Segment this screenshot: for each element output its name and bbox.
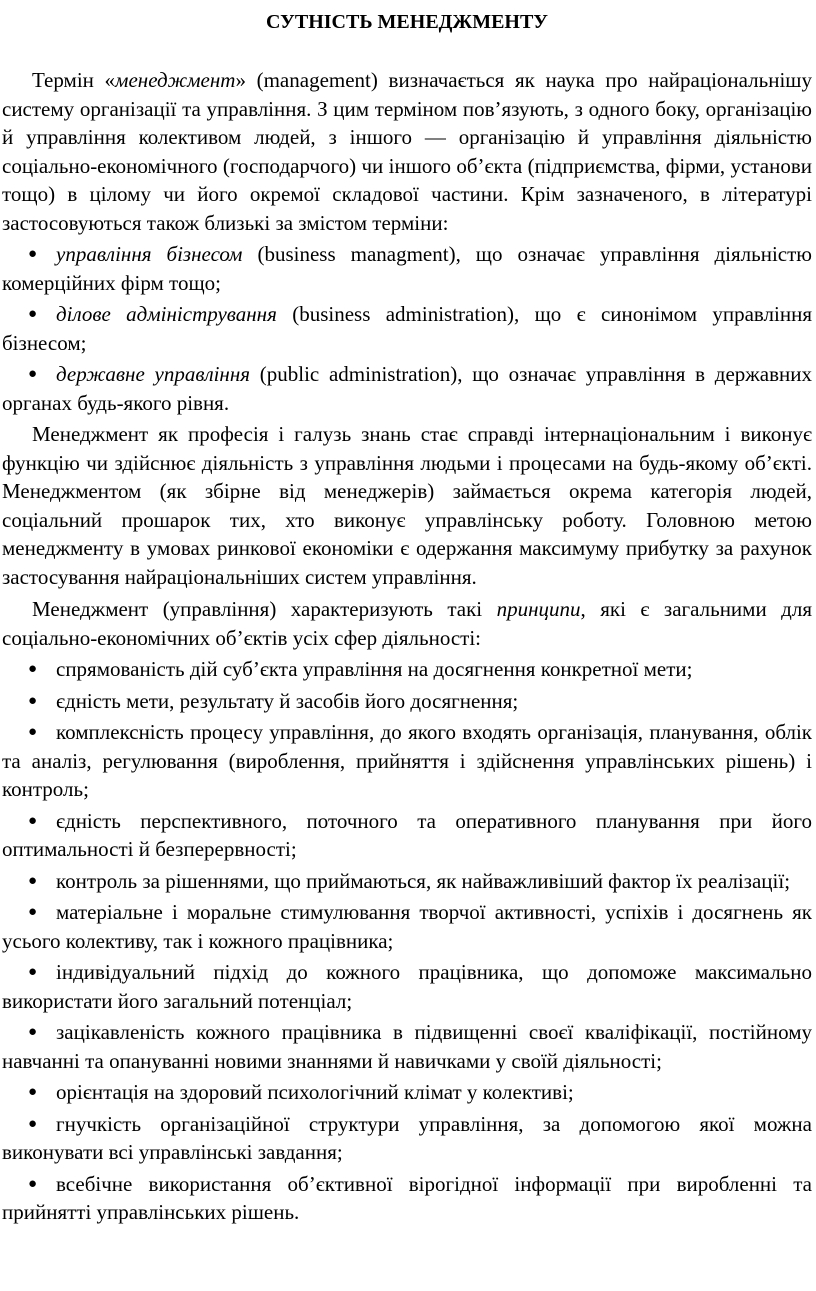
- principle-text: орієнтація на здоровий психологічний клімат у колективі;: [56, 1080, 574, 1104]
- list-item: [2, 807, 812, 864]
- bullet-icon: ●: [28, 1175, 38, 1192]
- intro-after: » (management) визначається як наука про найраціональнішу систему організації та управління. З цим терміном пов’язують, з одного боку, організацію й управління колективом людей, з іншого — організацію й управління діяльністю соціально-економічного (господарчого) чи іншого об’єкта (підприємства, фірми, установи тощо) в цілому чи його окремої складової частини. Крім зазначеного, в літературі застосовуються також близькі за змістом терміни:: [2, 68, 812, 235]
- list-item: [2, 898, 812, 955]
- bullet-icon: ●: [28, 246, 38, 262]
- intro-before: Термін «: [32, 68, 116, 92]
- terms-list: [2, 240, 812, 417]
- principle-text: єдність перспективного, поточного та оперативного планування при його оптимальності й безперервності;: [2, 808, 812, 861]
- list-item: [2, 867, 812, 896]
- principle-text: спрямованість дій суб’єкта управління на досягнення конкретної мети;: [56, 657, 693, 681]
- term-text: (public administration), що означає управління в державних органах будь-якого рівня.: [2, 362, 812, 415]
- intro-paragraph: [2, 66, 812, 237]
- bullet-icon: ●: [28, 872, 38, 889]
- term-name: державне управління: [56, 362, 251, 386]
- principle-text: індивідуальний підхід до кожного працівника, що допоможе максимально використати його загальний потенціал;: [2, 960, 812, 1013]
- bullet-icon: ●: [28, 692, 38, 709]
- bullet-icon: ●: [28, 661, 38, 677]
- intro-term: менеджмент: [115, 68, 236, 92]
- principles-intro-paragraph: [2, 595, 812, 652]
- principle-text: єдність мети, результату й засобів його досягнення;: [56, 688, 519, 713]
- term-name: управління бізнесом: [56, 242, 243, 266]
- bullet-icon: ●: [28, 1084, 38, 1100]
- term-text: (business administration), що є синонімом управління бізнесом;: [2, 302, 812, 355]
- bullet-icon: ●: [28, 964, 38, 980]
- profession-paragraph: Менеджмент як професія і галузь знань стає справді інтернаціональним і виконує функцію чи здійснює діяльність з управління людьми і процесами на будь-якому об’єкті. Менеджментом (як збірне від менеджерів) займається окрема категорія людей, соціальний прошарок тих, хто виконує управлінську роботу. Головною метою менеджменту в умовах ринкової економіки є одержання максимуму прибутку за рахунок застосування найраціональніших систем управління.: [2, 422, 812, 589]
- bullet-icon: ●: [28, 724, 38, 740]
- document-title: СУТНІСТЬ МЕНЕДЖМЕНТУ: [266, 11, 548, 33]
- list-item: [2, 655, 812, 684]
- principles-term: принципи: [496, 597, 581, 621]
- list-item: [2, 1170, 812, 1227]
- list-item: [2, 240, 812, 297]
- bullet-icon: ●: [28, 812, 38, 829]
- list-item: [2, 958, 812, 1015]
- list-item: [2, 1018, 812, 1075]
- principle-text: матеріальне і моральне стимулювання творчої активності, успіхів і досягнень як усього колективу, так і кожного працівника;: [2, 900, 812, 953]
- principle-text: всебічне використання об’єктивної вірогідної інформації при виробленні та прийнятті управлінських рішень.: [2, 1171, 812, 1224]
- principle-text: гнучкість організаційної структури управління, за допомогою якої можна виконувати всі управлінські завдання;: [2, 1111, 812, 1164]
- bullet-icon: ●: [28, 1115, 38, 1132]
- bullet-icon: ●: [28, 904, 38, 920]
- list-item: [2, 718, 812, 804]
- bullet-icon: ●: [28, 1024, 38, 1040]
- principle-text: зацікавленість кожного працівника в підвищенні своєї кваліфікації, постійному навчанні та опануванні новими знаннями й навичками у своїй діяльності;: [2, 1020, 812, 1073]
- term-name: ділове адміністрування: [56, 302, 277, 326]
- list-item: [2, 1110, 812, 1167]
- list-item: [2, 687, 812, 716]
- term-text: (business managment), що означає управління діяльністю комерційних фірм тощо;: [2, 242, 812, 295]
- list-item: [2, 360, 812, 417]
- list-item: [2, 300, 812, 357]
- bullet-icon: ●: [28, 366, 38, 382]
- principles-before: Менеджмент (управління) характеризують такі: [32, 597, 497, 621]
- principles-list: [2, 655, 812, 1227]
- bullet-icon: ●: [28, 306, 38, 322]
- principle-text: комплексність процесу управління, до якого входять організація, планування, облік та аналіз, регулювання (вироблення, прийняття і здійснення управлінських рішень) і контроль;: [2, 720, 812, 801]
- list-item: [2, 1078, 812, 1107]
- principles-after: , які є загальними для соціально-економічних об’єктів усіх сфер діяльності:: [2, 597, 812, 650]
- principle-text: контроль за рішеннями, що приймаються, як найважливіший фактор їх реалізації;: [56, 868, 791, 893]
